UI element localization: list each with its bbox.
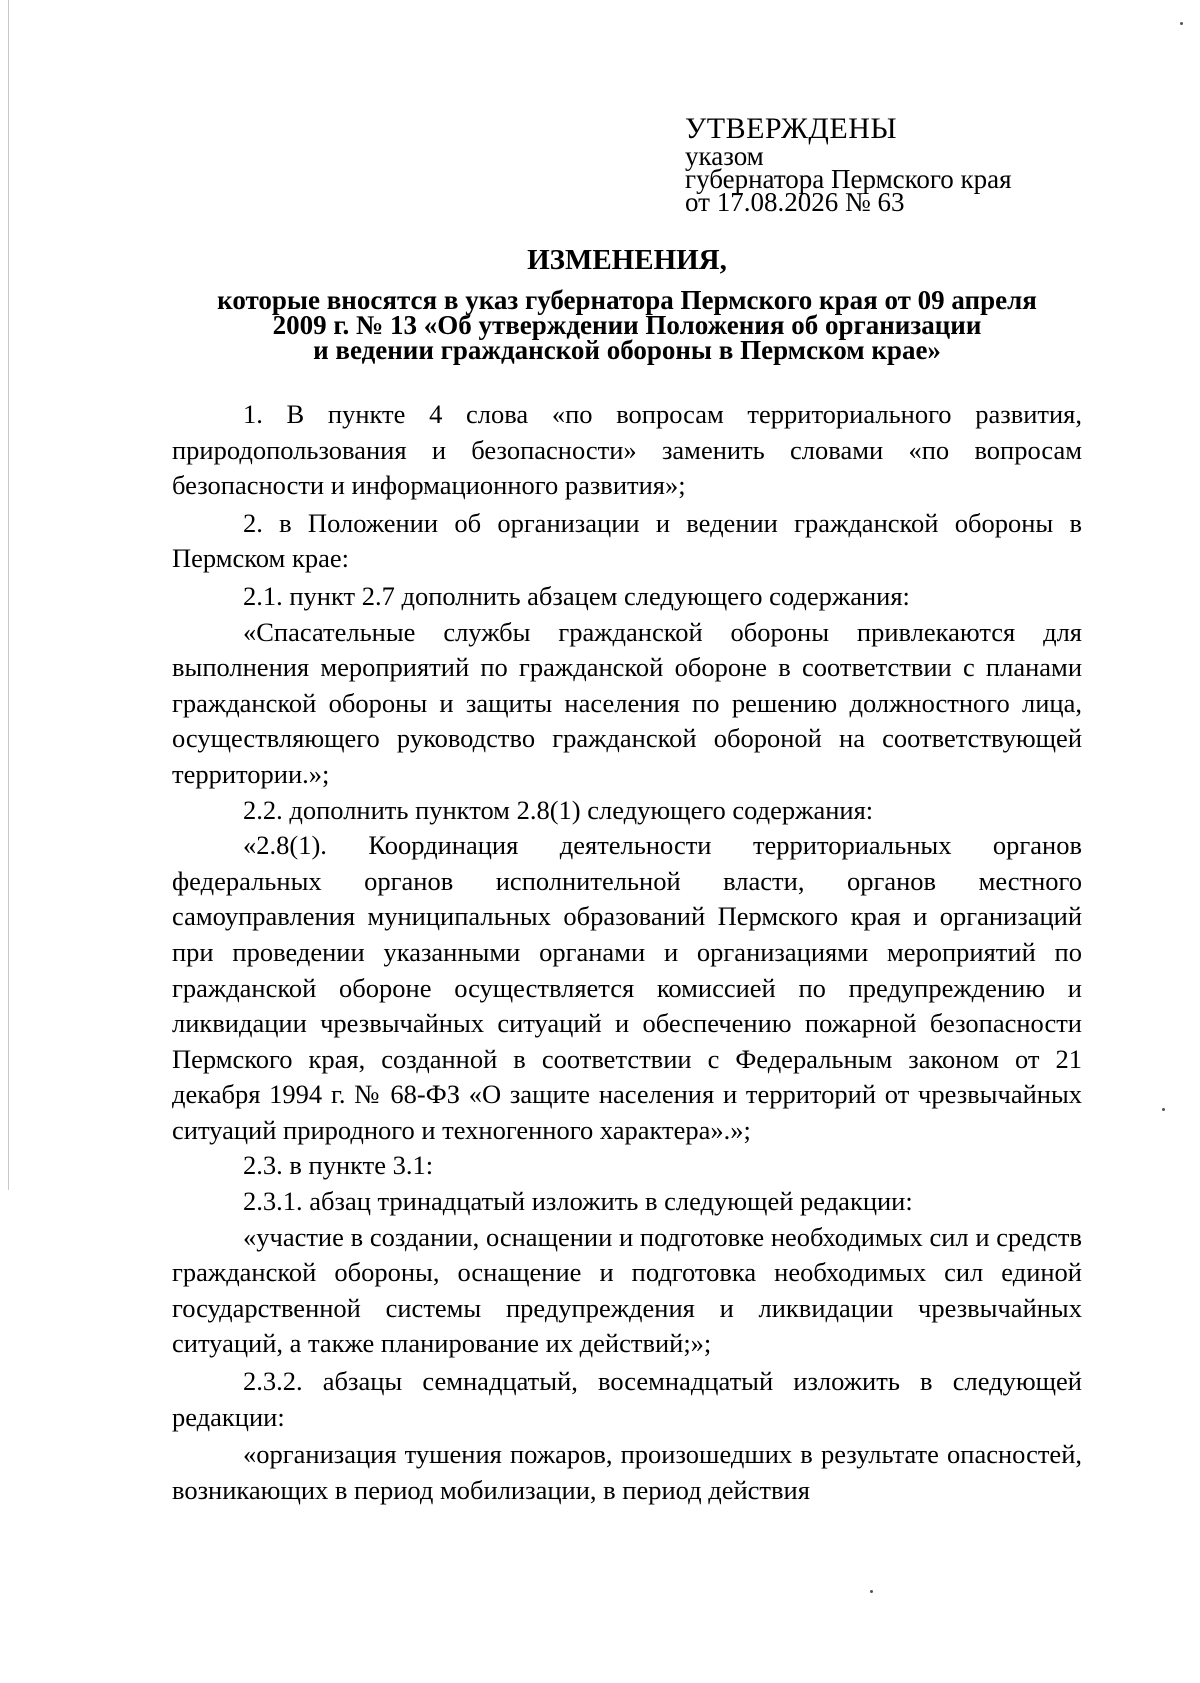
document-subtitle-line-3: и ведении гражданской обороны в Пермском крае» (313, 335, 941, 365)
paragraph-7: 2.3. в пункте 3.1: (243, 1150, 434, 1181)
document-subtitle-line-2: 2009 г. № 13 «Об утверждении Положения об организации (272, 310, 982, 340)
document-subtitle-line-1: которые вносятся в указ губернатора Пермского края от 09 апреля (217, 285, 1037, 315)
paragraph-11: «организация тушения пожаров, произошедших в результате опасностей, возникающих в период мобилизации, в период действия (172, 1439, 1082, 1505)
scan-speck (870, 1590, 873, 1593)
paragraph-10: 2.3.2. абзацы семнадцатый, восемнадцатый изложить в следующей редакции: (172, 1366, 1082, 1432)
scan-speck (1180, 22, 1183, 25)
paragraph-1: 1. В пункте 4 слова «по вопросам территориального развития, природопользования и безопасности» заменить словами «по вопросам безопасности и информационного развития»; (172, 399, 1082, 501)
paragraph-2: 2. в Положении об организации и ведении гражданской обороны в Пермском крае: (172, 507, 1082, 574)
document-title: ИЗМЕНЕНИЯ, (527, 244, 727, 276)
paragraph-9: «участие в создании, оснащении и подготовке необходимых сил и средств гражданской обороны, оснащение и подготовка необходимых сил единой государственной системы предупреждения и ликвидации чрезвычайных ситуаций, а также планирование их действий;»; (172, 1221, 1082, 1359)
approval-title: УТВЕРЖДЕНЫ (685, 112, 898, 145)
paragraph-6: «2.8(1). Координация деятельности территориальных органов федеральных органов исполнительной власти, органов местного самоуправления муниципальных образований Пермского края и организаций при проведении указанными органами и организациями мероприятий по гражданской обороне осуществляется комиссией по предупреждению и ликвидации чрезвычайных ситуаций и обеспечению пожарной безопасности Пермского края, созданной в соответствии с Федеральным законом от 21 декабря 1994 г. № 68-ФЗ «О защите населения и территорий от чрезвычайных ситуаций природного и техногенного характера».»; (172, 830, 1082, 1145)
document-heading (172, 242, 1082, 363)
approval-line-2: губернатора Пермского края (685, 164, 1012, 194)
scan-speck (1162, 1108, 1165, 1111)
approval-line-3: от 17.08.2026 № 63 (685, 187, 905, 217)
document-body (172, 397, 1082, 1508)
scan-edge-line (8, 0, 9, 1190)
paragraph-8: 2.3.1. абзац тринадцатый изложить в следующей редакции: (243, 1186, 913, 1217)
approval-line-1: указом (685, 141, 764, 171)
paragraph-3: 2.1. пункт 2.7 дополнить абзацем следующего содержания: (243, 580, 910, 611)
approval-stamp (685, 112, 1105, 217)
paragraph-4: «Спасательные службы гражданской обороны привлекаются для выполнения мероприятий по гражданской обороне в соответствии с планами гражданской обороны и защиты населения по решению должностного лица, осуществляющего руководство гражданской обороной на соответствующей территории.»; (172, 616, 1082, 789)
paragraph-5: 2.2. дополнить пунктом 2.8(1) следующего содержания: (243, 794, 874, 825)
